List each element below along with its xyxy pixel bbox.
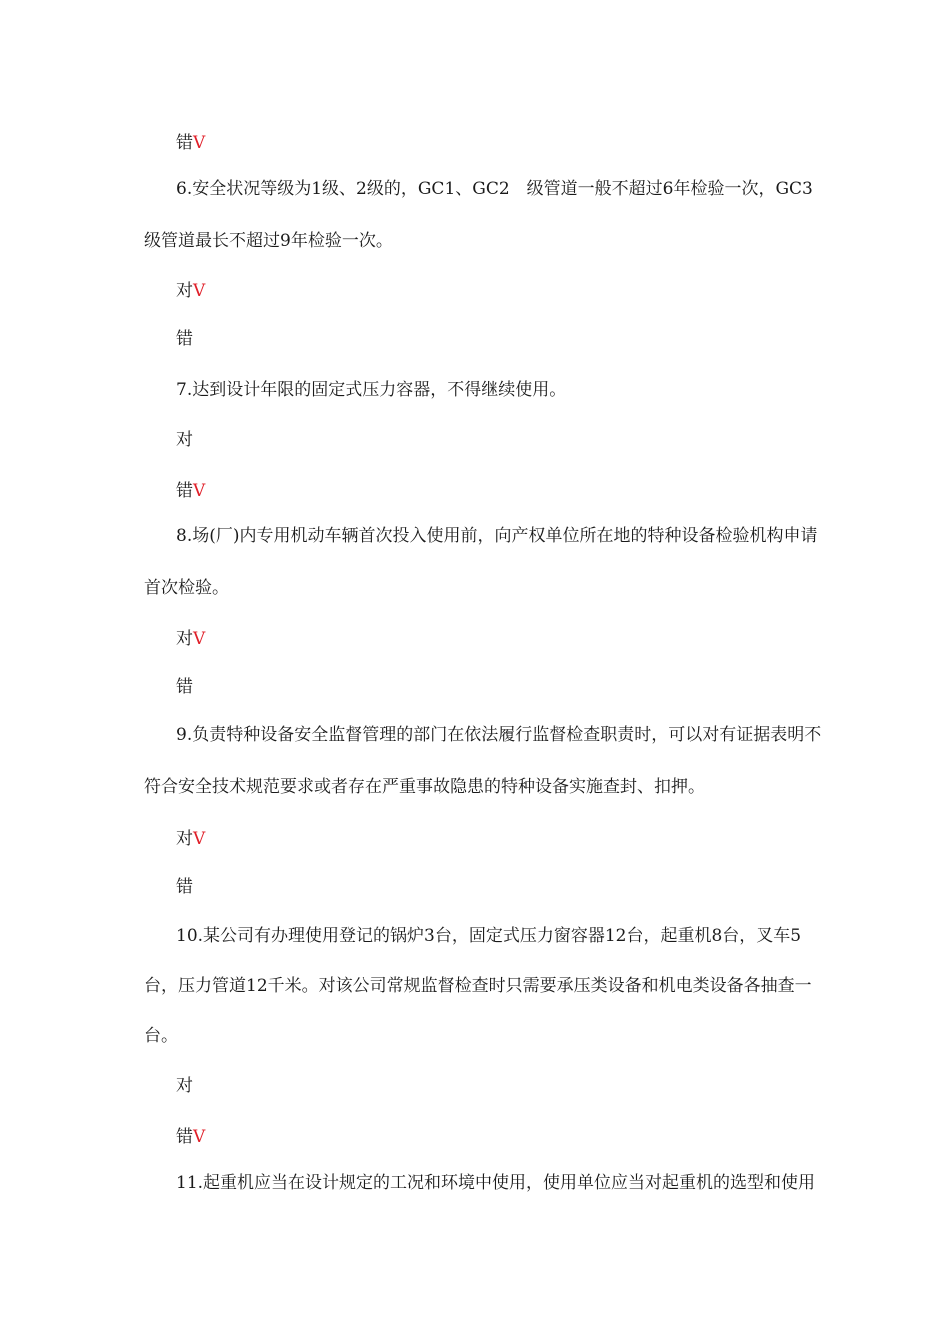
- answer-option-wrong: 错V: [176, 1127, 206, 1147]
- selected-mark: V: [193, 1127, 206, 1147]
- selected-mark: V: [193, 829, 206, 849]
- answer-option-wrong: 错V: [176, 133, 206, 153]
- selected-mark: V: [193, 481, 206, 501]
- answer-option-wrong: 错: [176, 677, 193, 697]
- selected-mark: V: [193, 281, 206, 301]
- question-7-text: 7.达到设计年限的固定式压力容器，不得继续使用。: [176, 380, 567, 400]
- answer-option-true: 对V: [176, 281, 206, 301]
- answer-option-wrong: 错V: [176, 481, 206, 501]
- question-10-text: 10.某公司有办理使用登记的锅炉3台，固定式压力窗容器12台，起重机8台，叉车5: [176, 926, 802, 946]
- question-10-text-cont2: 台。: [144, 1026, 178, 1046]
- answer-option-true: 对: [176, 430, 193, 450]
- answer-option-true: 对: [176, 1076, 193, 1096]
- answer-option-true: 对V: [176, 829, 206, 849]
- question-11-text: 11.起重机应当在设计规定的工况和环境中使用，使用单位应当对起重机的选型和使用: [176, 1173, 816, 1193]
- question-9-text-cont: 符合安全技术规范要求或者存在严重事故隐患的特种设备实施查封、扣押。: [144, 777, 705, 797]
- answer-option-true: 对V: [176, 629, 206, 649]
- question-6-text: 6.安全状况等级为1级、2级的，GC1、GC2 级管道一般不超过6年检验一次，GC3: [176, 179, 813, 199]
- selected-mark: V: [193, 133, 206, 153]
- question-8-text: 8.场(厂)内专用机动车辆首次投入使用前，向产权单位所在地的特种设备检验机构申请: [176, 526, 818, 546]
- question-8-text-cont: 首次检验。: [144, 578, 229, 598]
- question-9-text: 9.负责特种设备安全监督管理的部门在依法履行监督检查职责时，可以对有证据表明不: [176, 725, 822, 745]
- question-6-text-cont: 级管道最长不超过9年检验一次。: [144, 231, 393, 251]
- answer-option-wrong: 错: [176, 877, 193, 897]
- selected-mark: V: [193, 629, 206, 649]
- question-10-text-cont: 台，压力管道12千米。对该公司常规监督检查时只需要承压类设备和机电类设备各抽查一: [144, 976, 812, 996]
- answer-option-wrong: 错: [176, 329, 193, 349]
